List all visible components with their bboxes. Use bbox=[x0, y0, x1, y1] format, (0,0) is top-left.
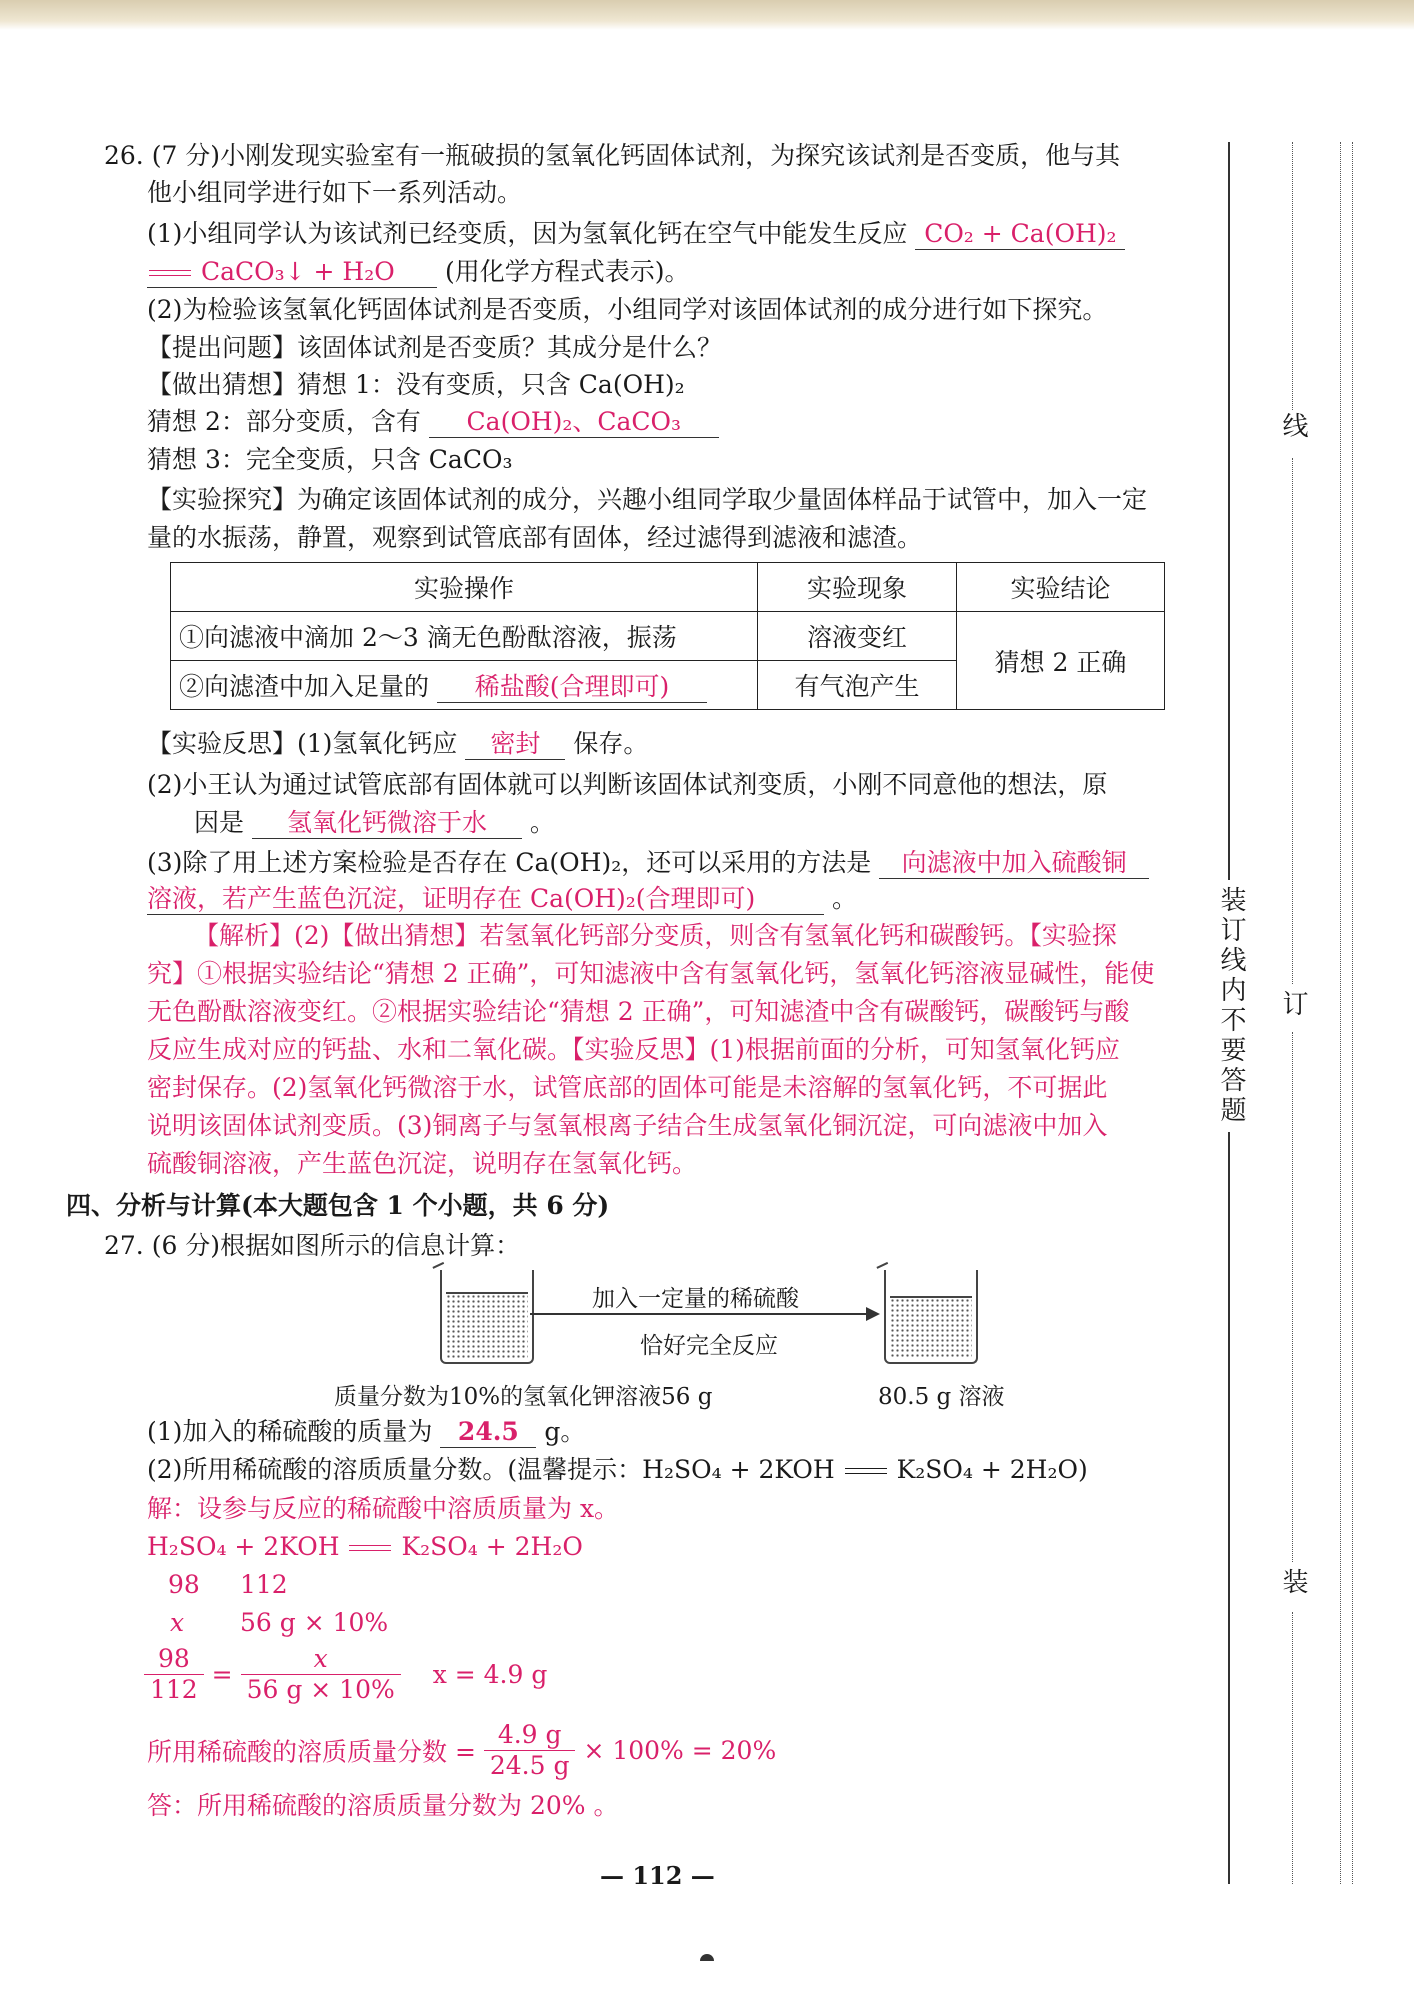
table-header-operation: 实验操作 bbox=[171, 563, 758, 612]
table-header-phenomenon: 实验现象 bbox=[758, 563, 957, 612]
q26-intro-line1: 26. (7 分)小刚发现实验室有一瓶破损的氢氧化钙固体试剂，为探究该试剂是否变质，他与其 bbox=[104, 141, 1121, 170]
q26-explore-line2: 量的水振荡，静置，观察到试管底部有固体，经过滤得到滤液和滤渣。 bbox=[147, 523, 923, 552]
table-row2-answer: 稀盐酸(合理即可) bbox=[437, 672, 707, 703]
arrow-label-bottom: 恰好完全反应 bbox=[640, 1333, 778, 1359]
q27-part2: (2)所用稀硫酸的溶质质量分数。(温馨提示：H₂SO₄ + 2KOH K₂SO₄ + 2H₂O) bbox=[147, 1455, 1088, 1484]
analysis-line-2: 究】①根据实验结论“猜想 2 正确”，可知滤液中含有氢氧化钙，氢氧化钙溶液显碱性，能使 bbox=[147, 959, 1155, 988]
q26-explore-line1: 【实验探究】为确定该固体试剂的成分，兴趣小组同学取少量固体样品于试管中，加入一定 bbox=[147, 485, 1148, 514]
margin-dotted-line bbox=[1292, 142, 1293, 410]
table-row1-operation: ①向滤液中滴加 2～3 滴无色酚酞溶液，振荡 bbox=[171, 612, 758, 661]
q26-intro-line2: 他小组同学进行如下一系列活动。 bbox=[147, 178, 523, 207]
margin-dotted-line bbox=[1292, 1612, 1293, 1884]
final-answer: 答：所用稀硫酸的溶质质量分数为 20% 。 bbox=[147, 1791, 619, 1820]
margin-label-zhuang: 装 bbox=[1278, 1568, 1308, 1598]
table-conclusion: 猜想 2 正确 bbox=[957, 612, 1165, 710]
q27-title: 27. (6 分)根据如图所示的信息计算： bbox=[104, 1231, 521, 1260]
q26-guess1: 【做出猜想】猜想 1：没有变质，只含 Ca(OH)₂ bbox=[147, 370, 685, 399]
beaker-liquid bbox=[446, 1292, 528, 1358]
analysis-line-3: 无色酚酞溶液变红。②根据实验结论“猜想 2 正确”，可知滤渣中含有碳酸钙，碳酸钙与酸 bbox=[147, 997, 1130, 1026]
q26-part1 bbox=[147, 216, 1125, 252]
equals-arrow-icon bbox=[347, 1542, 393, 1556]
q26-reflect2-line1: (2)小王认为通过试管底部有固体就可以判断该固体试剂变质，小刚不同意他的想法，原 bbox=[147, 770, 1108, 799]
analysis-line-5: 密封保存。(2)氢氧化钙微溶于水，试管底部的固体可能是未溶解的氢氧化钙，不可据此 bbox=[147, 1073, 1108, 1102]
margin-dotted-line bbox=[1340, 142, 1341, 1884]
solution-equation: H₂SO₄ + 2KOH K₂SO₄ + 2H₂O bbox=[147, 1532, 583, 1561]
fraction-left: $\frac{98}{112}$ bbox=[144, 1644, 204, 1705]
proportion-equation: $\frac{98}{112}$ = $\frac{x}{56 g \times 10\%}$ x = 4.9 g bbox=[144, 1644, 547, 1705]
beaker-liquid bbox=[890, 1296, 972, 1358]
table-row1-phenomenon: 溶液变红 bbox=[758, 612, 957, 661]
equals-arrow-icon bbox=[843, 1465, 889, 1479]
section-4-title: 四、分析与计算(本大题包含 1 个小题，共 6 分) bbox=[66, 1191, 610, 1220]
margin-dotted-line bbox=[1292, 1032, 1293, 1562]
beaker-left-icon bbox=[440, 1270, 534, 1364]
q27-part1-answer: 24.5 bbox=[440, 1417, 536, 1448]
analysis-line-4: 反应生成对应的钙盐、水和二氧化碳。【实验反思】(1)根据前面的分析，可知氢氧化钙应 bbox=[147, 1035, 1120, 1064]
molar-mass-2: 112 bbox=[240, 1570, 288, 1599]
right-beaker-caption: 80.5 g 溶液 bbox=[878, 1384, 1005, 1410]
experiment-table bbox=[170, 562, 1165, 710]
analysis-line-7: 硫酸铜溶液，产生蓝色沉淀，说明存在氢氧化钙。 bbox=[147, 1149, 698, 1178]
arrow-label-top: 加入一定量的稀硫酸 bbox=[592, 1286, 799, 1312]
beaker-right-icon bbox=[884, 1270, 978, 1364]
page-mark bbox=[700, 1954, 714, 1961]
margin-dotted-line bbox=[1292, 458, 1293, 984]
q26-part1-answer-b: CaCO₃↓ + H₂O bbox=[147, 257, 437, 288]
q26-part2: (2)为检验该氢氧化钙固体试剂是否变质，小组同学对该固体试剂的成分进行如下探究。 bbox=[147, 295, 1108, 324]
q26-part1-suffix: (用化学方程式表示)。 bbox=[444, 257, 690, 286]
analysis-line-1: 【解析】(2)【做出猜想】若氢氧化钙部分变质，则含有氢氧化钙和碳酸钙。【实验探 bbox=[194, 921, 1117, 950]
q26-part1-prefix: (1)小组同学认为该试剂已经变质，因为氢氧化钙在空气中能发生反应 bbox=[147, 219, 908, 248]
q26-reflect1-answer: 密封 bbox=[465, 729, 565, 760]
q26-reflect1: 【实验反思】(1)氢氧化钙应 密封 保存。 bbox=[147, 729, 649, 758]
q26-reflect2-line2: 因是 氢氧化钙微溶于水 。 bbox=[194, 808, 555, 837]
margin-label-ding: 订 bbox=[1278, 990, 1308, 1020]
table-header-conclusion: 实验结论 bbox=[957, 563, 1165, 612]
margin-label-xian: 线 bbox=[1278, 412, 1308, 442]
fraction-right: $\frac{x}{56 g \times 10\%}$ bbox=[241, 1644, 401, 1705]
page-number: — 112 — bbox=[600, 1861, 715, 1890]
q26-guess2: 猜想 2：部分变质，含有 Ca(OH)₂、CaCO₃ bbox=[147, 404, 719, 440]
q26-reflect3-line1: (3)除了用上述方案检验是否存在 Ca(OH)₂，还可以采用的方法是 向滤液中加入硫酸铜 bbox=[147, 845, 1149, 881]
q26-part1-cont bbox=[147, 254, 689, 290]
reaction-arrow-icon bbox=[530, 1313, 878, 1315]
q26-ask: 【提出问题】该固体试剂是否变质？其成分是什么？ bbox=[147, 333, 723, 362]
table-row2-operation: ②向滤渣中加入足量的 稀盐酸(合理即可) bbox=[171, 661, 758, 710]
beaker-lip bbox=[876, 1262, 891, 1276]
x-result: x = 4.9 g bbox=[432, 1660, 548, 1689]
q26-guess3: 猜想 3：完全变质，只含 CaCO₃ bbox=[147, 445, 513, 474]
percentage-line: 所用稀硫酸的溶质质量分数 = $\frac{4.9 g}{24.5 g}$ × 100% = 20% bbox=[147, 1720, 777, 1780]
q26-reflect3-answer-b: 溶液，若产生蓝色沉淀，证明存在 Ca(OH)₂(合理即可) bbox=[147, 884, 824, 915]
q26-reflect2-answer: 氢氧化钙微溶于水 bbox=[252, 808, 522, 839]
fraction-percentage: $\frac{4.9 g}{24.5 g}$ bbox=[484, 1720, 576, 1781]
molar-mass-1: 98 bbox=[168, 1570, 200, 1599]
margin-dotted-line bbox=[1352, 142, 1353, 1884]
q26-reflect3-answer-a: 向滤液中加入硫酸铜 bbox=[879, 848, 1149, 879]
mass-value: 56 g × 10% bbox=[240, 1608, 389, 1637]
q26-reflect3-line2: 溶液，若产生蓝色沉淀，证明存在 Ca(OH)₂(合理即可) 。 bbox=[147, 884, 857, 913]
table-row2-phenomenon: 有气泡产生 bbox=[758, 661, 957, 710]
q27-part1: (1)加入的稀硫酸的质量为 24.5 g。 bbox=[147, 1417, 586, 1446]
q26-part1-answer-a: CO₂ + Ca(OH)₂ bbox=[915, 219, 1125, 250]
equals-arrow-icon bbox=[147, 267, 193, 281]
beaker-lip bbox=[432, 1262, 447, 1276]
margin-note: 装订线内不要答题 bbox=[1214, 880, 1248, 1132]
q26-guess2-answer: Ca(OH)₂、CaCO₃ bbox=[429, 407, 719, 438]
solution-intro: 解：设参与反应的稀硫酸中溶质质量为 x。 bbox=[147, 1494, 620, 1523]
analysis-line-6: 说明该固体试剂变质。(3)铜离子与氢氧根离子结合生成氢氧化铜沉淀，可向滤液中加入 bbox=[147, 1111, 1108, 1140]
left-beaker-caption: 质量分数为10%的氢氧化钾溶液56 g bbox=[334, 1384, 713, 1410]
mass-var-x: x bbox=[170, 1608, 185, 1637]
